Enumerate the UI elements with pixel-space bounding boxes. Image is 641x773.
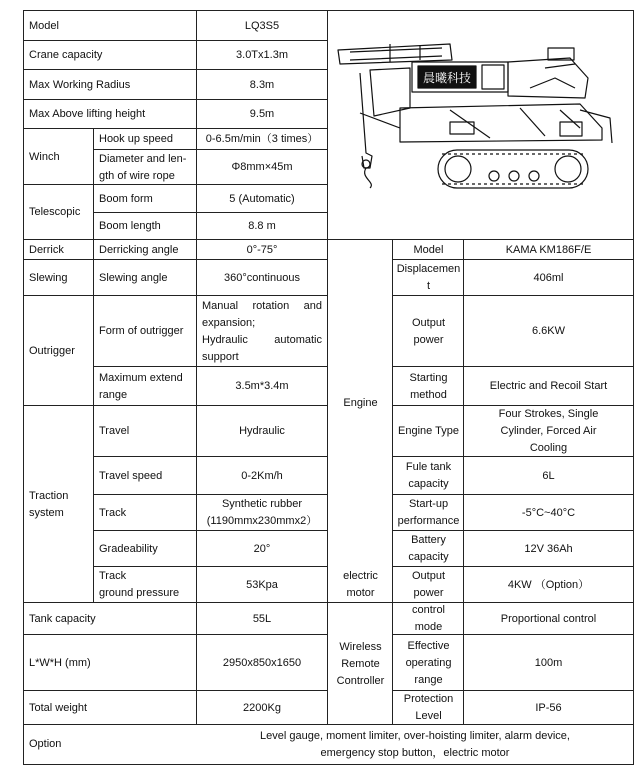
- engine-label: Engine: [343, 397, 378, 409]
- max-height-value: 9.5m: [249, 108, 275, 120]
- outrigger-form-value-wrap: [197, 296, 327, 367]
- boom-length-value: 8.8 m: [248, 220, 276, 232]
- model-value: LQ3S5: [244, 19, 280, 32]
- derricking-angle-value: 0°-75°: [246, 243, 278, 256]
- boom-length-label: Boom length: [99, 220, 161, 232]
- max-radius-label: Max Working Radius: [29, 78, 131, 91]
- tank-capacity-label: Tank capacity: [29, 612, 96, 625]
- travel-label: Travel: [99, 425, 130, 437]
- option-label: Option: [29, 738, 62, 750]
- control-mode-label: control mode: [411, 604, 446, 633]
- tank-capacity-value: 55L: [252, 612, 272, 625]
- wire-rope-value: Φ8mm×45m: [231, 161, 293, 173]
- starting-method-label: Starting method: [409, 371, 448, 401]
- crane-hook: [360, 73, 372, 168]
- max-extend-label: Maximum extend range: [99, 371, 183, 401]
- displacement-label: Displacemen t: [396, 263, 461, 292]
- gradeability-value: 20°: [253, 542, 271, 555]
- fuel-tank-value: 6L: [542, 469, 555, 482]
- crane-capacity-value: 3.0Tx1.3m: [236, 49, 288, 61]
- battery-capacity-value: 12V 36Ah: [524, 542, 573, 555]
- protection-level-label: Protection Level: [403, 693, 454, 722]
- operating-range-label: Effective operating range: [405, 639, 452, 686]
- lwh-label: L*W*H (mm): [29, 656, 91, 669]
- fuel-tank-label: Fule tank capacity: [405, 461, 452, 490]
- engine-output-power-value: 6.6KW: [531, 325, 565, 337]
- crane-plate-text: 晨曦科技: [422, 71, 472, 85]
- startup-performance-value: -5°C~40°C: [521, 506, 576, 519]
- displacement-value: 406ml: [533, 271, 564, 284]
- gradeability-label: Gradeability: [99, 542, 158, 555]
- motor-output-power-label: Output power: [411, 570, 446, 599]
- outrigger-form-value: Manual rotation and expansion; Hydraulic automatic support: [202, 299, 322, 363]
- lwh-value: 2950x850x1650: [222, 656, 302, 669]
- slewing-label: Slewing: [29, 271, 68, 284]
- operating-range-value: 100m: [534, 656, 563, 669]
- engine-type-label: Engine Type: [398, 425, 459, 437]
- outrigger-label: Outrigger: [29, 344, 75, 357]
- ground-pressure-value: 53Kpa: [246, 578, 278, 591]
- crane-drawing: [330, 18, 630, 203]
- remote-controller-label: Wireless Remote Controller: [336, 640, 385, 687]
- protection-level-value: IP-56: [535, 701, 562, 714]
- boom-form-label: Boom form: [99, 192, 153, 205]
- control-mode-value: Proportional control: [500, 612, 597, 625]
- derrick-label: Derrick: [29, 243, 64, 256]
- hook-speed-label: Hook up speed: [99, 133, 173, 145]
- total-weight-label: Total weight: [29, 701, 88, 714]
- wire-rope-label: Diameter and len- gth of wire rope: [99, 152, 187, 182]
- derricking-angle-label: Derricking angle: [99, 243, 179, 256]
- traction-system-label: Traction system: [29, 489, 69, 519]
- telescopic-label: Telescopic: [29, 206, 81, 218]
- track-label: Track: [99, 506, 127, 519]
- max-radius-value: 8.3m: [249, 78, 275, 91]
- battery-capacity-label: Battery capacity: [408, 534, 449, 563]
- travel-value: Hydraulic: [239, 425, 285, 437]
- crane-boom: [338, 44, 452, 64]
- crane-capacity-label: Crane capacity: [29, 49, 103, 61]
- hook-speed-value: 0-6.5m/min（3 times）: [205, 133, 319, 145]
- total-weight-value: 2200Kg: [243, 701, 281, 714]
- slewing-angle-label: Slewing angle: [99, 271, 168, 284]
- ground-pressure-label: Track ground pressure: [99, 570, 180, 599]
- slewing-angle-value: 360°continuous: [224, 271, 300, 284]
- engine-type-value: Four Strokes, Single Cylinder, Forced Air Cooling: [498, 408, 599, 454]
- option-value: Level gauge, moment limiter, over-hoisting limiter, alarm device, emergency stop button，electric motor: [260, 729, 570, 759]
- crane-body: [370, 68, 410, 116]
- winch-label: Winch: [29, 150, 60, 163]
- max-height-label: Max Above lifting height: [29, 108, 146, 120]
- travel-speed-value: 0-2Km/h: [241, 469, 283, 482]
- boom-form-value: 5 (Automatic): [229, 192, 295, 205]
- motor-output-power-value: 4KW （Option）: [507, 578, 590, 591]
- model-label: Model: [29, 19, 59, 32]
- travel-speed-label: Travel speed: [99, 469, 163, 482]
- engine-model-label: Model: [413, 243, 444, 256]
- track-value: Synthetic rubber (1190mmx230mmx2）: [206, 498, 318, 527]
- starting-method-value: Electric and Recoil Start: [489, 380, 608, 392]
- engine-model-value: KAMA KM186F/E: [505, 243, 592, 256]
- electric-motor-label: electric motor: [343, 570, 378, 599]
- engine-output-power-label: Output power: [411, 316, 446, 346]
- outrigger-form-label: Form of outrigger: [99, 325, 184, 337]
- startup-performance-label: Start-up performance: [397, 498, 460, 527]
- max-extend-value: 3.5m*3.4m: [235, 380, 289, 392]
